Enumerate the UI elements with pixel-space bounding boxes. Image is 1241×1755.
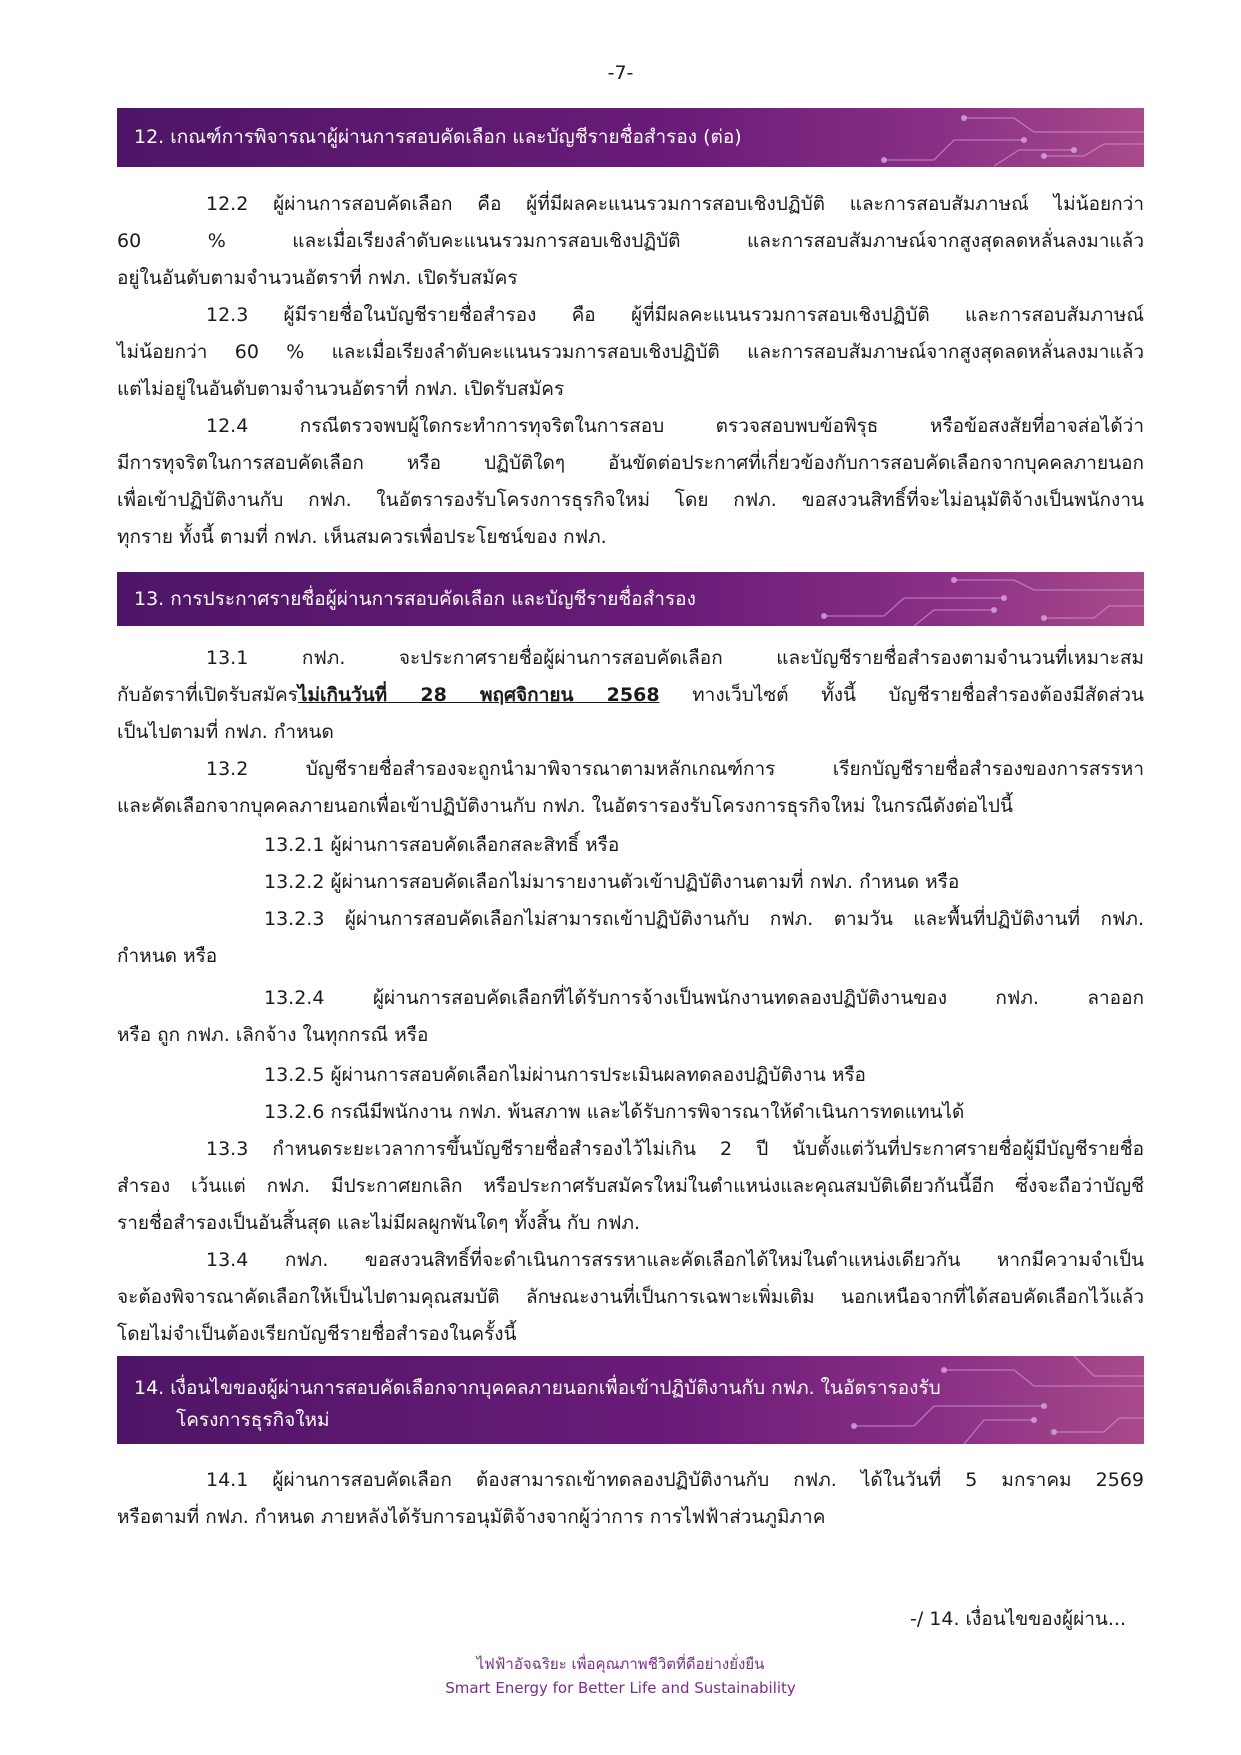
section-14-title-line1: 14. เงื่อนไขของผู้ผ่านการสอบคัดเลือกจากบุคคลภายนอกเพื่อเข้าปฏิบัติงานกับ กฟภ. ในอัตรารองรับ [134,1377,941,1399]
paragraph-13-2-1 [117,827,1144,864]
paragraph-13-2-3 [117,901,1144,975]
text-line: หรือตามที่ กฟภ. กำหนด ภายหลังได้รับการอนุมัติจ้างจากผู้ว่าการ การไฟฟ้าส่วนภูมิภาค [117,1506,826,1528]
text-line: มีการทุจริตในการสอบคัดเลือก หรือ ปฏิบัติใดๆ อันขัดต่อประกาศที่เกี่ยวข้องกับการสอบคัดเลือกจากบุคคลภายนอก [117,452,1144,474]
paragraph-13-2-2 [117,864,1144,901]
text-line: ทุกราย ทั้งนี้ ตามที่ กฟภ. เห็นสมควรเพื่อประโยชน์ของ กฟภ. [117,526,607,548]
text-line: 12.3 ผู้มีรายชื่อในบัญชีรายชื่อสำรอง คือ ผู้ที่มีผลคะแนนรวมการสอบเชิงปฏิบัติ และการสอบสัมภาษณ์ [206,304,1144,326]
paragraph-13-4 [117,1242,1144,1353]
paragraph-13-3 [117,1131,1144,1242]
paragraph-13-2-4 [117,980,1144,1054]
paragraph-14-1 [117,1462,1144,1536]
paragraph-12-4 [117,408,1144,556]
section-13-title: 13. การประกาศรายชื่อผู้ผ่านการสอบคัดเลือก และบัญชีรายชื่อสำรอง [134,588,696,610]
section-13-header [117,572,1144,626]
footer [0,1652,1241,1700]
text-line: และคัดเลือกจากบุคคลภายนอกเพื่อเข้าปฏิบัติงานกับ กฟภ. ในอัตรารองรับโครงการธุรกิจใหม่ ในกรณีดังต่อไปนี้ [117,795,1013,817]
text-line: อยู่ในอันดับตามจำนวนอัตราที่ กฟภ. เปิดรับสมัคร [117,267,518,289]
text-line: 12.4 กรณีตรวจพบผู้ใดกระทำการทุจริตในการสอบ ตรวจสอบพบข้อพิรุธ หรือข้อสงสัยที่อาจส่อได้ว่า [206,415,1144,437]
section-14-title [117,1356,1144,1436]
text-line: เป็นไปตามที่ กฟภ. กำหนด [117,721,334,743]
text-line: 13.1 กฟภ. จะประกาศรายชื่อผู้ผ่านการสอบคัดเลือก และบัญชีรายชื่อสำรองตามจำนวนที่เหมาะสม [206,647,1144,669]
page-number: -7- [607,62,634,84]
text-line: รายชื่อสำรองเป็นอันสิ้นสุด และไม่มีผลผูกพันใดๆ ทั้งสิ้น กับ กฟภ. [117,1212,641,1234]
section-12-header [117,108,1144,167]
section-14-title-line2: โครงการธุรกิจใหม่ [176,1409,330,1431]
text-line: 13.3 กำหนดระยะเวลาการขึ้นบัญชีรายชื่อสำรองไว้ไม่เกิน 2 ปี นับตั้งแต่วันที่ประกาศรายชื่อผู้มีบัญชีรายชื่อ [206,1138,1144,1160]
text-line: 13.2.3 ผู้ผ่านการสอบคัดเลือกไม่สามารถเข้าปฏิบัติงานกับ กฟภ. ตามวัน และพื้นที่ปฏิบัติงานที่ กฟภ. [264,908,1144,930]
text-line: 13.2.4 ผู้ผ่านการสอบคัดเลือกที่ได้รับการจ้างเป็นพนักงานทดลองปฏิบัติงานของ กฟภ. ลาออก [264,987,1144,1009]
text-line: 13.2.5 ผู้ผ่านการสอบคัดเลือกไม่ผ่านการประเมินผลทดลองปฏิบัติงาน หรือ [264,1064,866,1086]
text-line: 13.2.2 ผู้ผ่านการสอบคัดเลือกไม่มารายงานตัวเข้าปฏิบัติงานตามที่ กฟภ. กำหนด หรือ [264,871,960,893]
text-line: สำรอง เว้นแต่ กฟภ. มีประกาศยกเลิก หรือประกาศรับสมัครใหม่ในตำแหน่งและคุณสมบัติเดียวกันนี้อีก ซึ่งจะถือว่าบัญชี [117,1175,1144,1197]
footer-slogan-english: Smart Energy for Better Life and Sustainability [445,1679,796,1697]
text-line: หรือ ถูก กฟภ. เลิกจ้าง ในทุกกรณี หรือ [117,1024,429,1046]
section-12-title: 12. เกณฑ์การพิจารณาผู้ผ่านการสอบคัดเลือก และบัญชีรายชื่อสำรอง (ต่อ) [134,126,742,148]
continue-note: -/ 14. เงื่อนไขของผู้ผ่าน... [910,1608,1126,1630]
text-segment: กับอัตราที่เปิดรับสมัคร [117,684,298,706]
section-14-header [117,1356,1144,1444]
text-line: 13.2.6 กรณีมีพนักงาน กฟภ. พ้นสภาพ และได้รับการพิจารณาให้ดำเนินการทดแทนได้ [264,1101,965,1123]
text-line: 60 % และเมื่อเรียงลำดับคะแนนรวมการสอบเชิงปฏิบัติ และการสอบสัมภาษณ์จากสูงสุดลดหลั่นลงมาแล้ว [117,230,1144,252]
deadline-date: ไม่เกินวันที่ 28 พฤศจิกายน 2568 [297,684,660,706]
paragraph-13-2 [117,751,1144,825]
text-line: โดยไม่จำเป็นต้องเรียกบัญชีรายชื่อสำรองในครั้งนี้ [117,1323,517,1345]
text-line: 13.4 กฟภ. ขอสงวนสิทธิ์ที่จะดำเนินการสรรหาและคัดเลือกได้ใหม่ในตำแหน่งเดียวกัน หากมีความจำเป็น [206,1249,1144,1271]
paragraph-13-2-5 [117,1057,1144,1094]
footer-slogan-thai: ไฟฟ้าอัจฉริยะ เพื่อคุณภาพชีวิตที่ดีอย่างยั่งยืน [476,1655,765,1673]
paragraph-13-2-6 [117,1094,1144,1131]
text-line: ไม่น้อยกว่า 60 % และเมื่อเรียงลำดับคะแนนรวมการสอบเชิงปฏิบัติ และการสอบสัมภาษณ์จากสูงสุดลดหลั่นลงมาแล้ว [117,341,1144,363]
paragraph-13-1 [117,640,1144,751]
text-line [117,677,1144,714]
text-line: เพื่อเข้าปฏิบัติงานกับ กฟภ. ในอัตรารองรับโครงการธุรกิจใหม่ โดย กฟภ. ขอสงวนสิทธิ์ที่จะไม่อนุมัติจ้างเป็นพนักงาน [117,489,1144,511]
text-line: 13.2 บัญชีรายชื่อสำรองจะถูกนำมาพิจารณาตามหลักเกณฑ์การ เรียกบัญชีรายชื่อสำรองของการสรรหา [206,758,1144,780]
text-segment: ทางเว็บไซต์ ทั้งนี้ บัญชีรายชื่อสำรองต้องมีสัดส่วน [659,684,1144,706]
text-line: กำหนด หรือ [117,945,218,967]
text-line: 14.1 ผู้ผ่านการสอบคัดเลือก ต้องสามารถเข้าทดลองปฏิบัติงานกับ กฟภ. ได้ในวันที่ 5 มกราคม 2569 [206,1469,1144,1491]
text-line: แต่ไม่อยู่ในอันดับตามจำนวนอัตราที่ กฟภ. เปิดรับสมัคร [117,378,565,400]
paragraph-12-2 [117,186,1144,297]
text-line: 13.2.1 ผู้ผ่านการสอบคัดเลือกสละสิทธิ์ หรือ [264,834,620,856]
text-line: 12.2 ผู้ผ่านการสอบคัดเลือก คือ ผู้ที่มีผลคะแนนรวมการสอบเชิงปฏิบัติ และการสอบสัมภาษณ์ ไม่น้อยกว่า [206,193,1144,215]
text-line: จะต้องพิจารณาคัดเลือกให้เป็นไปตามคุณสมบัติ ลักษณะงานที่เป็นการเฉพาะเพิ่มเติม นอกเหนือจากที่ได้สอบคัดเลือกไว้แล้ว [117,1286,1144,1308]
paragraph-12-3 [117,297,1144,408]
